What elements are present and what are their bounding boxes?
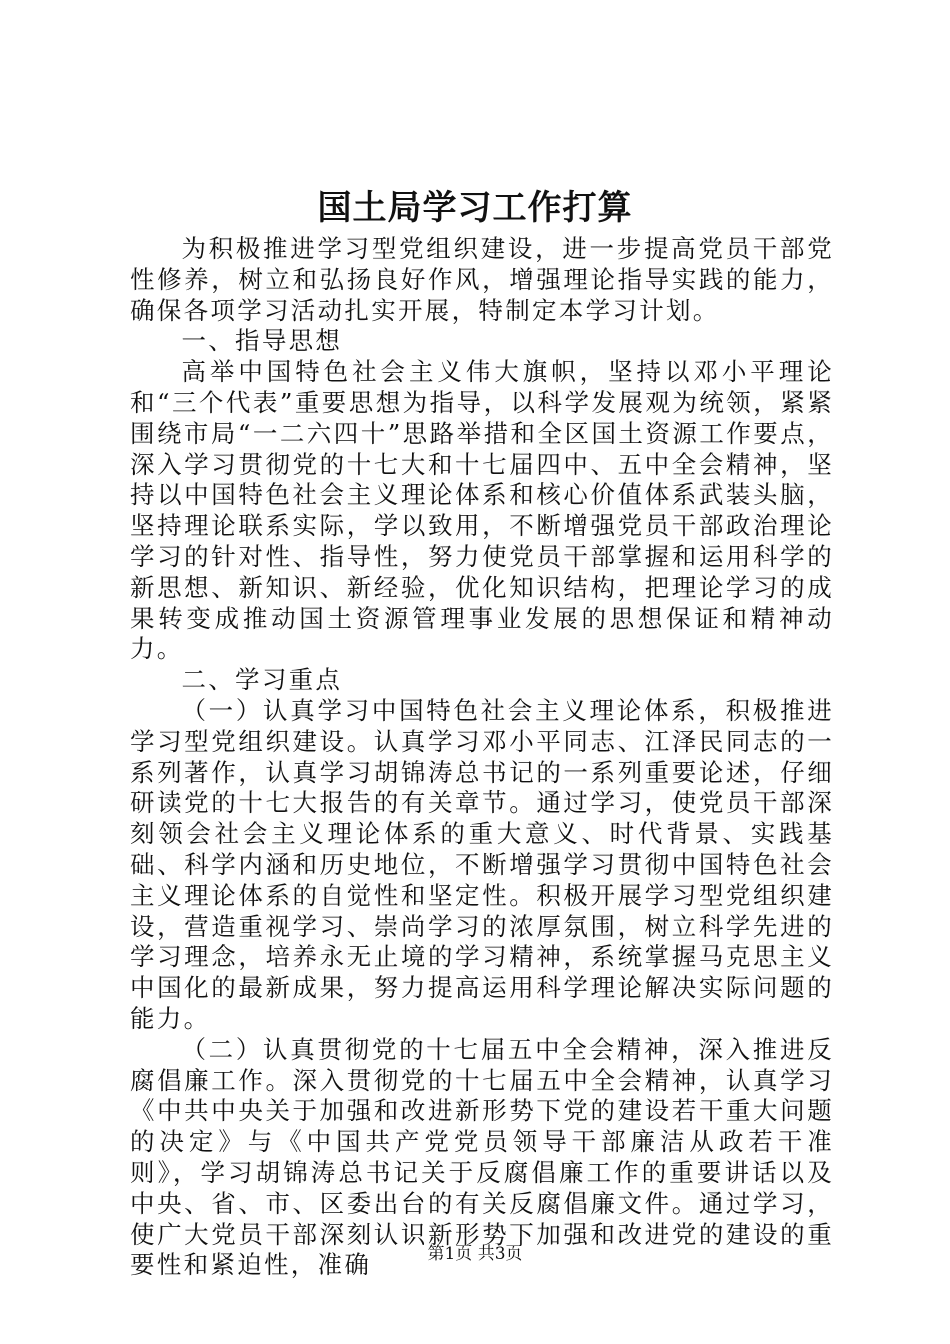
intro-paragraph: 为积极推进学习型党组织建设，进一步提高党员干部党性修养，树立和弘扬良好作风，增强理论指导实践的能力，确保各项学习活动扎实开展，特制定本学习计划。	[130, 234, 834, 325]
page-footer: 第1页 共3页	[427, 1244, 523, 1264]
document-title: 国土局学习工作打算	[317, 188, 633, 228]
section-heading-guiding-ideology: 一、指导思想	[181, 326, 343, 356]
study-focus-item-1: （一）认真学习中国特色社会主义理论体系，积极推进学习型党组织建设。认真学习邓小平同志、江泽民同志的一系列著作，认真学习胡锦涛总书记的一系列重要论述，仔细研读党的十七大报告的有关章节。通过学习，使党员干部深刻领会社会主义理论体系的重大意义、时代背景、实践基础、科学内涵和历史地位，不断增强学习贯彻中国特色社会主义理论体系的自觉性和坚定性。积极开展学习型党组织建设，营造重视学习、崇尚学习的浓厚氛围，树立科学先进的学习理念，培养永无止境的学习精神，系统掌握马克思主义中国化的最新成果，努力提高运用科学理论解决实际问题的能力。	[130, 695, 834, 1033]
document-body	[130, 234, 834, 1281]
study-focus-item-2: （二）认真贯彻党的十七届五中全会精神，深入推进反腐倡廉工作。深入贯彻党的十七届五中全会精神，认真学习《中共中央关于加强和改进新形势下党的建设若干重大问题的决定》与《中国共产党党员领导干部廉洁从政若干准则》，学习胡锦涛总书记关于反腐倡廉工作的重要讲话以及中央、省、市、区委出台的有关反腐倡廉文件。通过学习，使广大党员干部深刻认识新形势下加强和改进党的建设的重要性和紧迫性，准确	[130, 1034, 834, 1280]
section-heading-study-focus: 二、学习重点	[181, 665, 343, 695]
guiding-ideology-paragraph: 高举中国特色社会主义伟大旗帜，坚持以邓小平理论和“三个代表”重要思想为指导，以科学发展观为统领，紧紧围绕市局“一二六四十”思路举措和全区国土资源工作要点，深入学习贯彻党的十七大和十七届四中、五中全会精神，坚持以中国特色社会主义理论体系和核心价值体系武装头脑，坚持理论联系实际，学以致用，不断增强党员干部政治理论学习的针对性、指导性，努力使党员干部掌握和运用科学的新思想、新知识、新经验，优化知识结构，把理论学习的成果转变成推动国土资源管理事业发展的思想保证和精神动力。	[130, 357, 834, 664]
